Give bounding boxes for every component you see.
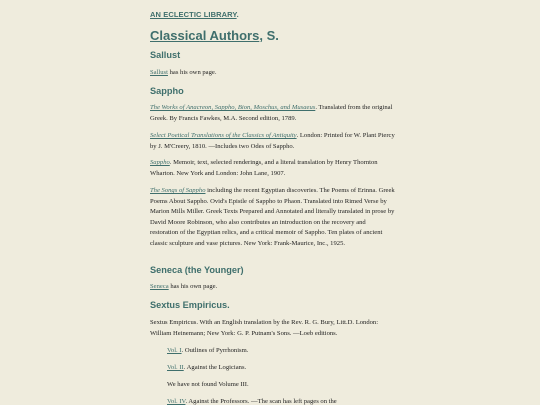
seneca-entry-text: has his own page.	[168, 283, 218, 290]
sappho-entry-4-text: including the recent Egyptian discoveries. The Poems of Erinna. Greek Poems About Sappho. Ovid's Epistle of Sappho to Phaon. Translated into Rimed Verse by Marion Mills Miller. Greek Texts Prepared and Annotated and literally translated in prose by David Moore Robinson, who also contributes an introduction on the recovery and restoration of the Egyptian relics, and a critical memoir of Sappho. Ten plates of ancient classic sculpture and vase pictures. New York: Frank-Maurice, Inc., 1925.	[150, 187, 395, 247]
sappho-entry-1	[150, 103, 395, 124]
library-dot: .	[236, 10, 239, 19]
sallust-entry-text: has his own page.	[167, 69, 217, 76]
page-title	[150, 28, 279, 43]
sextus-volume-4-link[interactable]: Vol. IV	[167, 398, 186, 405]
sextus-volume-1	[167, 346, 395, 357]
heading-sappho: Sappho	[150, 86, 184, 96]
sextus-volume-2	[167, 363, 395, 374]
library-home-link[interactable]: AN ECLECTIC LIBRARY	[150, 10, 237, 19]
sappho-entry-1-text: . Translated from the original Greek. By Francis Fawkes, M.A. Second edition, 1789.	[150, 104, 393, 122]
sextus-volume-1-link[interactable]: Vol. I	[167, 347, 182, 354]
heading-sextus-empiricus: Sextus Empiricus.	[150, 300, 230, 310]
sappho-entry-3-text: . Memoir, text, selected renderings, and a literal translation by Henry Thornton Wharton. New York and London: John Lane, 1907.	[150, 159, 378, 177]
sextus-volume-4	[167, 397, 395, 405]
sallust-entry	[150, 68, 395, 79]
sappho-entry-3	[150, 158, 395, 179]
seneca-entry	[150, 282, 395, 293]
sappho-entry-2-text: . London: Printed for W. Plant Piercy by J. M'Creery, 1810. —Includes two Odes of Sappho.	[150, 132, 395, 150]
sextus-volume-3-text: We have not found Volume III.	[167, 381, 249, 388]
seneca-link[interactable]: Seneca	[150, 283, 169, 290]
sappho-entry-2-link[interactable]: Select Poetical Translations of the Classics of Antiquity	[150, 132, 297, 139]
library-header	[150, 10, 239, 19]
page-title-suffix: , S.	[259, 28, 279, 43]
sappho-entry-4	[150, 186, 395, 249]
heading-seneca: Seneca (the Younger)	[150, 265, 244, 275]
page-title-link[interactable]: Classical Authors	[150, 28, 260, 43]
heading-sallust: Sallust	[150, 50, 181, 60]
sextus-volume-4-text: . Against the Professors. —The scan has left pages on the	[185, 398, 337, 405]
sextus-volume-2-text: . Against the Logicians.	[183, 364, 247, 371]
sappho-entry-2	[150, 131, 395, 152]
sallust-link[interactable]: Sallust	[150, 69, 168, 76]
sextus-volume-2-link[interactable]: Vol. II	[167, 364, 184, 371]
sextus-volume-1-text: . Outlines of Pyrrhonism.	[181, 347, 249, 354]
sappho-entry-1-link[interactable]: The Works of Anacreon, Sappho, Bion, Moschus, and Musaeus	[150, 104, 316, 111]
sextus-intro: Sextus Empiricus. With an English translation by the Rev. R. G. Bury, Litt.D. London: William Heinemann; New York: G. P. Putnam's Sons. —Loeb editions.	[150, 319, 379, 337]
sextus-volume-3-note	[167, 380, 395, 391]
sappho-entry-4-link[interactable]: The Songs of Sappho	[150, 187, 206, 194]
sappho-entry-3-link[interactable]: Sappho	[150, 159, 170, 166]
